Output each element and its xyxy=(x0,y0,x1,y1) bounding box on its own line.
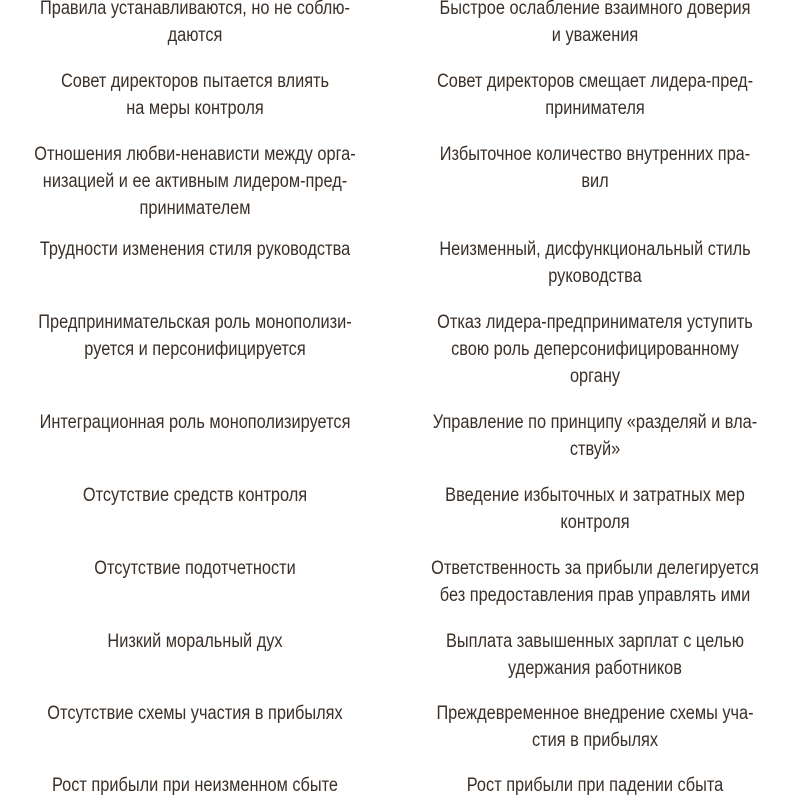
symptom-cell xyxy=(3,0,387,49)
consequence-cell xyxy=(403,309,787,390)
cell-text-line: Выплата завышенных зарплат с целью xyxy=(446,631,744,652)
cell-text-line: Рост прибыли при неизменном сбыте xyxy=(51,775,339,796)
consequence-cell xyxy=(403,700,787,754)
consequence-cell xyxy=(403,141,787,195)
cell-text-line: стия в прибылях xyxy=(531,730,659,751)
cell-text-line: ствуй» xyxy=(569,439,621,460)
consequence-cell xyxy=(403,628,787,682)
cell-text-line: вил xyxy=(581,171,609,192)
consequence-cell xyxy=(403,0,787,49)
symptom-cell xyxy=(3,772,387,799)
cell-text-line: Интеграционная роль монополизируется xyxy=(39,412,351,433)
cell-text-line: Отсутствие схемы участия в прибылях xyxy=(47,703,343,724)
symptom-cell xyxy=(3,555,387,582)
symptom-cell xyxy=(3,236,387,263)
cell-text-line: органу xyxy=(569,366,621,387)
symptom-cell xyxy=(3,700,387,727)
cell-text-line: и уважения xyxy=(551,25,639,46)
consequence-cell xyxy=(403,236,787,290)
cell-text-line: на меры контроля xyxy=(126,98,264,119)
symptom-cell xyxy=(3,309,387,363)
cell-text-line: Низкий моральный дух xyxy=(107,631,283,652)
cell-text-line: без предоставления прав управлять ими xyxy=(439,585,751,606)
cell-text-line: Трудности изменения стиля руководства xyxy=(39,239,351,260)
consequence-cell xyxy=(403,482,787,536)
consequence-cell xyxy=(403,409,787,463)
cell-text-line: Предпринимательская роль монополизи- xyxy=(38,312,352,333)
cell-text-line: Неизменный, дисфункциональный стиль xyxy=(439,239,751,260)
cell-text-line: низацией и ее активным лидером-пред- xyxy=(42,171,348,192)
cell-text-line: Ответственность за прибыли делегируется xyxy=(431,558,759,579)
cell-text-line: Управление по принципу «разделяй и вла- xyxy=(432,412,758,433)
cell-text-line: Отношения любви-ненависти между орга- xyxy=(34,144,356,165)
cell-text-line: Совет директоров смещает лидера-пред- xyxy=(436,71,754,92)
cell-text-line: контроля xyxy=(560,512,630,533)
symptom-cell xyxy=(3,141,387,222)
consequence-cell xyxy=(403,68,787,122)
consequence-cell xyxy=(403,555,787,609)
cell-text-line: даются xyxy=(167,25,223,46)
cell-text-line: Избыточное количество внутренних пра- xyxy=(439,144,751,165)
cell-text-line: принимателем xyxy=(139,198,251,219)
cell-text-line: руководства xyxy=(548,266,642,287)
cell-text-line: Отсутствие подотчетности xyxy=(94,558,296,579)
consequence-cell xyxy=(403,772,787,799)
cell-text-line: Быстрое ослабление взаимного доверия xyxy=(439,0,751,19)
cell-text-line: Рост прибыли при падении сбыта xyxy=(466,775,724,796)
symptom-cell xyxy=(3,68,387,122)
cell-text-line: Отказ лидера-предпринимателя уступить xyxy=(437,312,753,333)
cell-text-line: принимателя xyxy=(545,98,645,119)
cell-text-line: руется и персонифицируется xyxy=(84,339,306,360)
cell-text-line: Правила устанавливаются, но не соблю- xyxy=(39,0,350,19)
cell-text-line: Введение избыточных и затратных мер xyxy=(445,485,745,506)
cell-text-line: удержания работников xyxy=(508,658,682,679)
symptom-cell xyxy=(3,482,387,509)
cell-text-line: Преждевременное внедрение схемы уча- xyxy=(436,703,754,724)
symptom-cell xyxy=(3,409,387,436)
cell-text-line: Отсутствие средств контроля xyxy=(82,485,308,506)
cell-text-line: Совет директоров пытается влиять xyxy=(60,71,330,92)
symptom-cell xyxy=(3,628,387,655)
cell-text-line: свою роль деперсонифицированному xyxy=(451,339,739,360)
